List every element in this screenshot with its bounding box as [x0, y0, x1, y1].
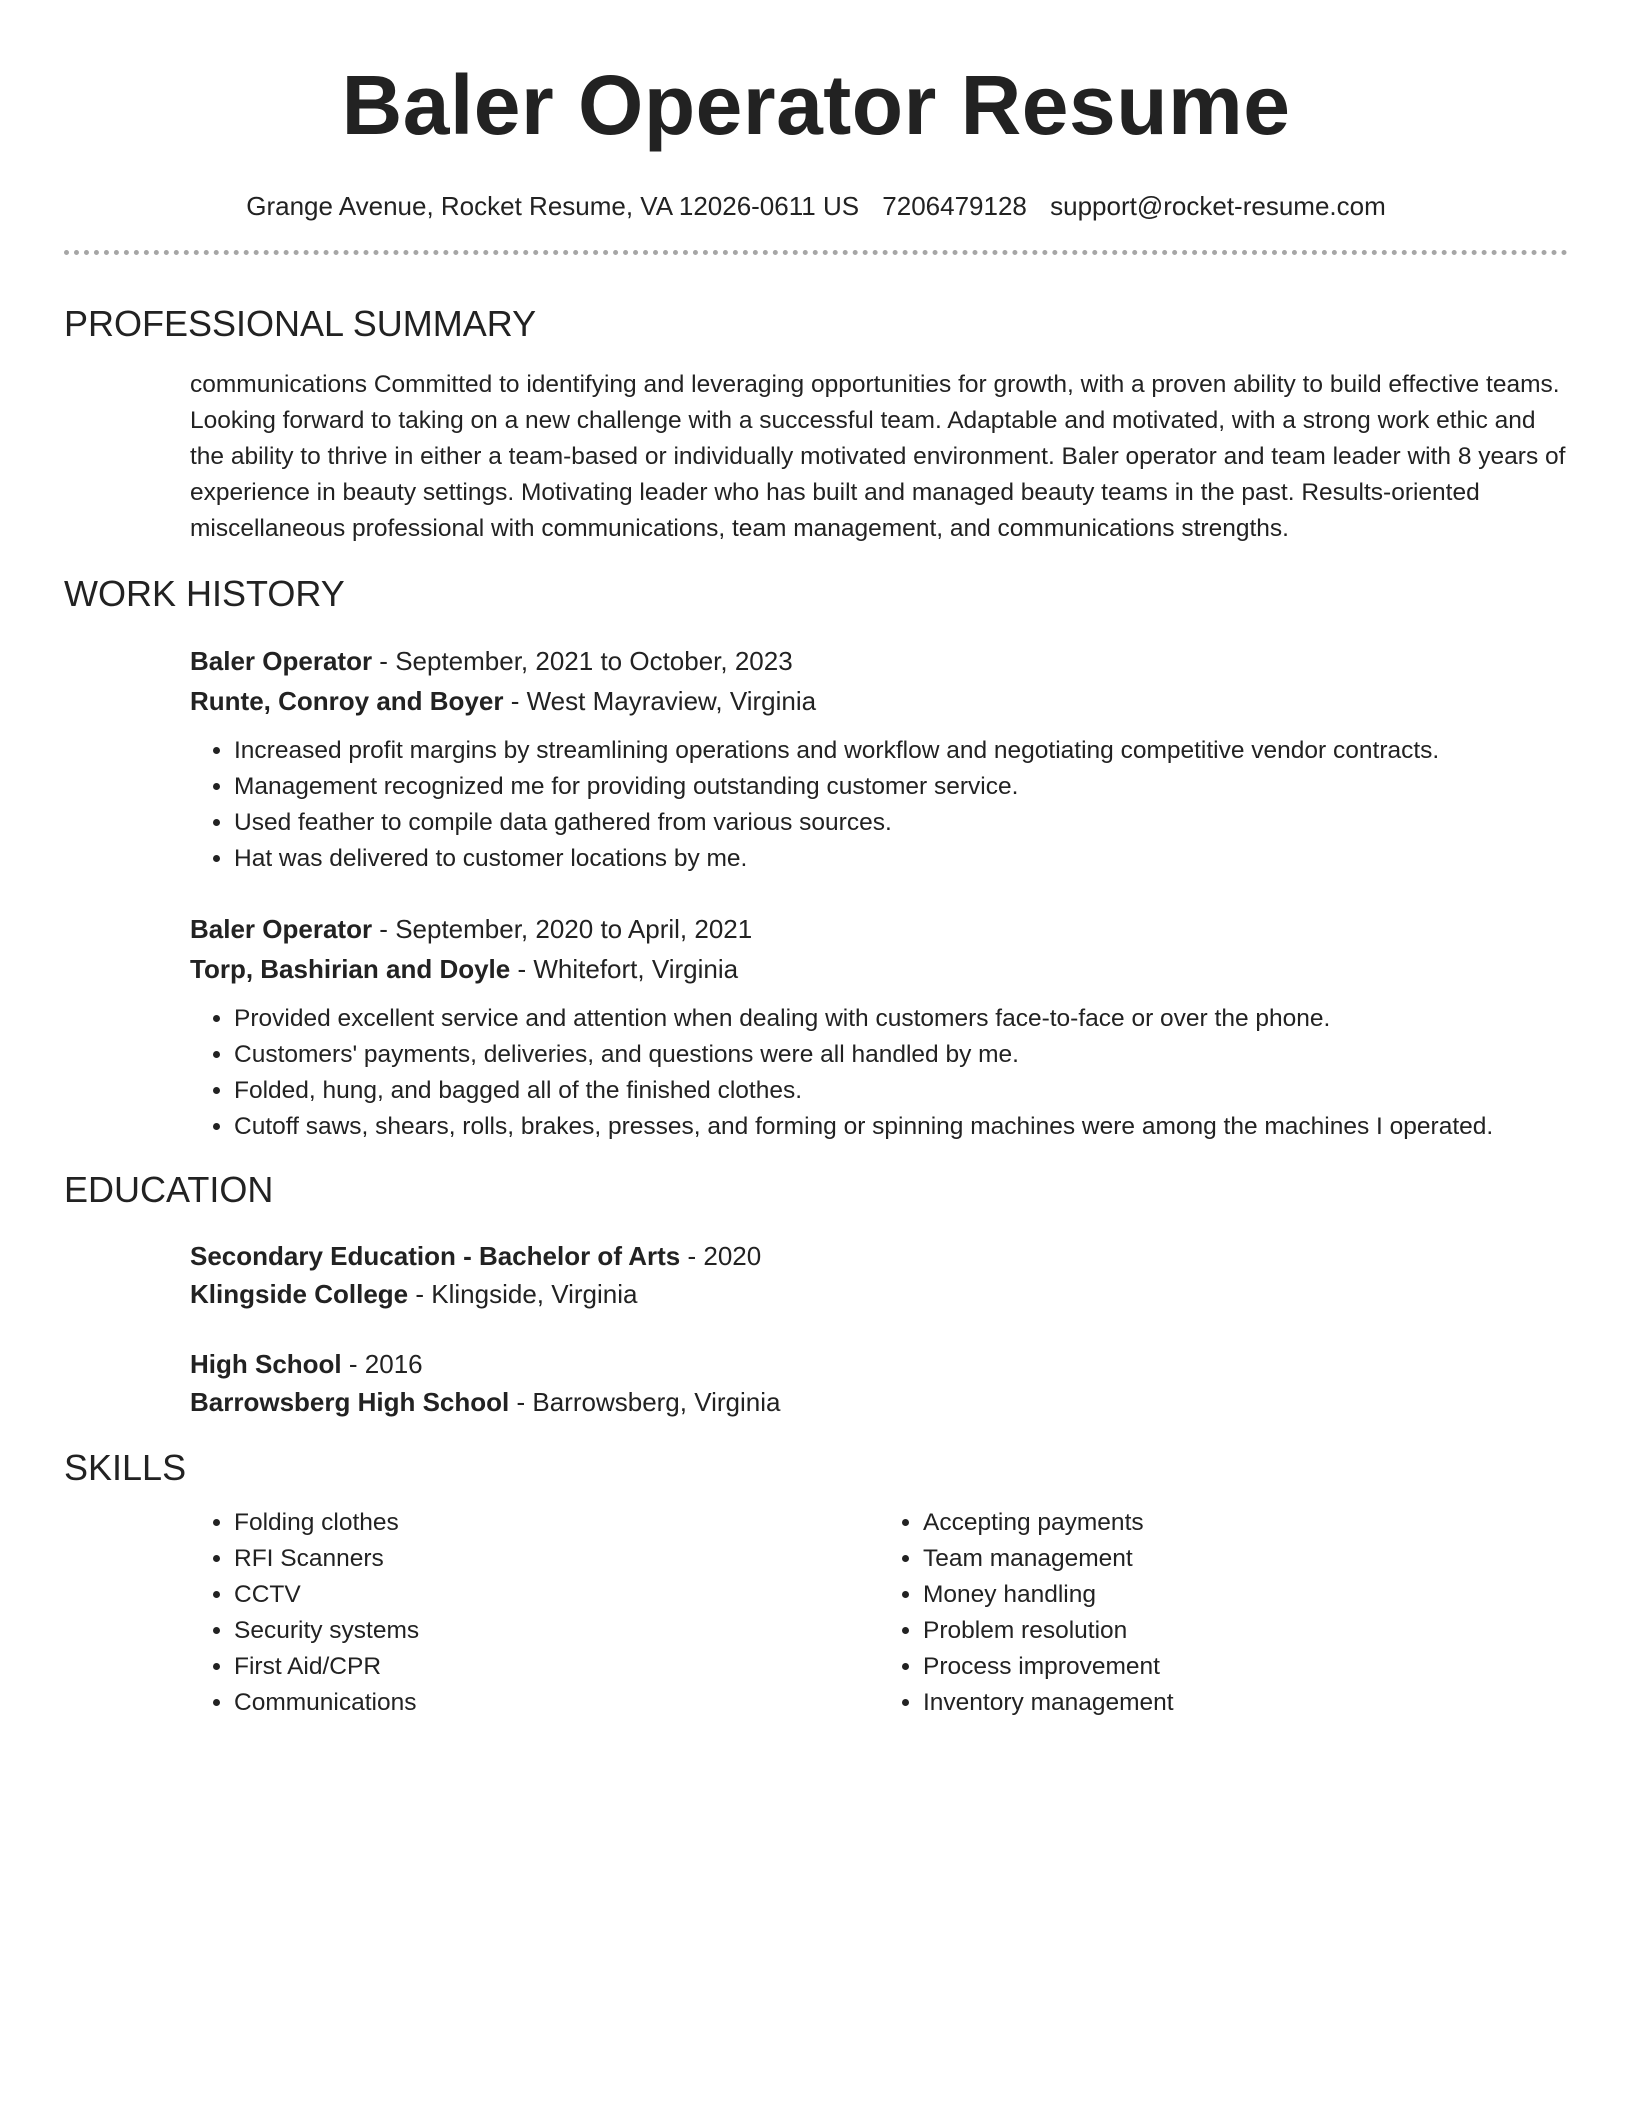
- skills-list-right: [879, 1505, 1568, 1721]
- contact-address: Grange Avenue, Rocket Resume, VA 12026-0611 US: [246, 191, 860, 221]
- education-location: Barrowsberg, Virginia: [532, 1387, 781, 1417]
- job-bullet: • Provided excellent service and attention when dealing with customers face-to-face or over the phone.: [234, 1001, 1568, 1037]
- job-bullet: • Customers' payments, deliveries, and questions were all handled by me.: [234, 1037, 1568, 1073]
- job-dates: September, 2021 to October, 2023: [395, 646, 793, 676]
- skill-item: • Inventory management: [923, 1685, 1568, 1721]
- resume-page: [64, 0, 1568, 1721]
- skill-item: • Accepting payments: [923, 1505, 1568, 1541]
- job-company-line: Runte, Conroy and Boyer - West Mayraview, Virginia: [190, 686, 817, 716]
- skill-item: • Security systems: [234, 1613, 879, 1649]
- job-bullet: • Cutoff saws, shears, rolls, brakes, presses, and forming or spinning machines were among the machines I operated.: [234, 1109, 1568, 1145]
- education-year: 2016: [364, 1349, 423, 1379]
- job-bullet: • Hat was delivered to customer locations by me.: [234, 841, 1568, 877]
- skills-list-left: [190, 1505, 879, 1721]
- job-role: Baler Operator: [190, 914, 373, 944]
- job-dates: September, 2020 to April, 2021: [395, 914, 753, 944]
- job-bullets: [190, 1001, 1568, 1145]
- education-school-line: Barrowsberg High School - Barrowsberg, Virginia: [190, 1387, 781, 1417]
- section-title-summary: PROFESSIONAL SUMMARY: [64, 303, 537, 344]
- work-history-section: [190, 641, 1568, 1145]
- job-bullet: • Management recognized me for providing outstanding customer service.: [234, 769, 1568, 805]
- education-school: Barrowsberg High School: [190, 1387, 510, 1417]
- summary-section: [190, 367, 1568, 547]
- job-entry: [190, 641, 1568, 877]
- job-company-line: Torp, Bashirian and Doyle - Whitefort, Virginia: [190, 954, 739, 984]
- skills-section: [190, 1505, 1568, 1721]
- skill-item: • Money handling: [923, 1577, 1568, 1613]
- education-degree-line: High School - 2016: [190, 1349, 423, 1379]
- education-degree-line: Secondary Education - Bachelor of Arts - 2020: [190, 1241, 762, 1271]
- section-title-skills: SKILLS: [64, 1447, 187, 1488]
- skill-item: • CCTV: [234, 1577, 879, 1613]
- job-bullet: • Used feather to compile data gathered from various sources.: [234, 805, 1568, 841]
- job-location: West Mayraview, Virginia: [526, 686, 817, 716]
- skill-item: • Team management: [923, 1541, 1568, 1577]
- header-divider: [64, 250, 1568, 255]
- summary-text: communications Committed to identifying and leveraging opportunities for growth, with a proven ability to build effective teams. Looking forward to taking on a new challenge with a successful team. Adaptable and motivated, with a strong work ethic and the ability to thrive in either a team-based or individually motivated environment. Baler operator and team leader with 8 years of experience in beauty settings. Motivating leader who has built and managed beauty teams in the past. Results-oriented miscellaneous professional with communications, team management, and communications strengths.: [190, 371, 1566, 542]
- skill-item: • Folding clothes: [234, 1505, 879, 1541]
- job-company: Torp, Bashirian and Doyle: [190, 954, 511, 984]
- contact-line: [64, 190, 1568, 222]
- job-bullet: • Increased profit margins by streamlining operations and workflow and negotiating competitive vendor contracts.: [234, 733, 1568, 769]
- skill-item: • RFI Scanners: [234, 1541, 879, 1577]
- skill-item: • Process improvement: [923, 1649, 1568, 1685]
- skill-item: • Communications: [234, 1685, 879, 1721]
- skill-item: • Problem resolution: [923, 1613, 1568, 1649]
- job-entry: [190, 909, 1568, 1145]
- education-location: Klingside, Virginia: [431, 1279, 638, 1309]
- skills-grid: [190, 1505, 1568, 1721]
- job-role-line: Baler Operator - September, 2020 to April, 2021: [190, 914, 753, 944]
- job-company: Runte, Conroy and Boyer: [190, 686, 504, 716]
- contact-email: support@rocket-resume.com: [1050, 191, 1386, 221]
- contact-phone: 7206479128: [882, 191, 1027, 221]
- education-school-line: Klingside College - Klingside, Virginia: [190, 1279, 638, 1309]
- job-location: Whitefort, Virginia: [533, 954, 739, 984]
- education-section: [190, 1237, 1568, 1421]
- education-degree: High School: [190, 1349, 342, 1379]
- education-degree: Secondary Education - Bachelor of Arts: [190, 1241, 681, 1271]
- education-entry: [190, 1237, 1568, 1313]
- job-role: Baler Operator: [190, 646, 373, 676]
- skill-item: • First Aid/CPR: [234, 1649, 879, 1685]
- education-year: 2020: [703, 1241, 762, 1271]
- section-title-work-history: WORK HISTORY: [64, 573, 345, 614]
- job-bullet: • Folded, hung, and bagged all of the finished clothes.: [234, 1073, 1568, 1109]
- resume-title: Baler Operator Resume: [341, 58, 1291, 152]
- job-bullets: [190, 733, 1568, 877]
- section-title-education: EDUCATION: [64, 1169, 274, 1210]
- education-entry: [190, 1345, 1568, 1421]
- education-school: Klingside College: [190, 1279, 409, 1309]
- job-role-line: Baler Operator - September, 2021 to October, 2023: [190, 646, 793, 676]
